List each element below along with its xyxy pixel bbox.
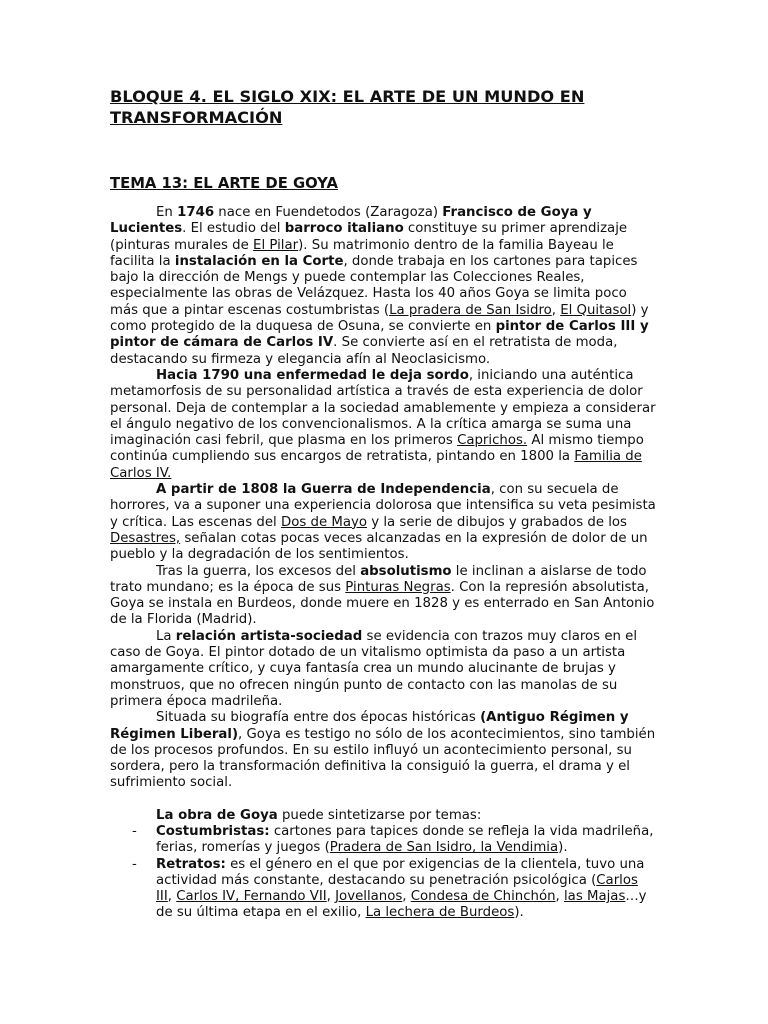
artwork-reference: Caprichos.: [457, 433, 528, 449]
text: En: [156, 205, 178, 220]
bold-text: 1746: [177, 205, 215, 220]
artwork-reference: El Pilar: [253, 237, 299, 253]
artwork-reference: Condesa de Chinchón: [410, 889, 556, 905]
block-title: BLOQUE 4. EL SIGLO XIX: EL ARTE DE UN MUNDO EN TRANSFORMACIÓN: [110, 87, 585, 127]
artwork-reference: Desastres,: [110, 530, 181, 546]
text: , donde trabaja en los cartones para tapices bajo la dirección de Mengs y puede contemplar las Colecciones Reales, especialmente las obras de Velázquez. Hasta los 40 años Goya se limita poco más que a pintar escenas costumbristas (: [110, 253, 638, 318]
text: y la serie de dibujos y grabados de los: [367, 514, 627, 530]
artwork-reference: Pinturas Negras: [345, 579, 451, 595]
text: ,: [551, 302, 561, 318]
text: La: [156, 628, 176, 644]
artwork-reference: las Majas: [563, 889, 626, 905]
artwork-reference: La pradera de San Isidro: [389, 302, 552, 318]
paragraph-works-intro: [110, 808, 658, 824]
text: ,: [326, 889, 336, 905]
text: . El estudio del: [182, 221, 285, 237]
text: puede sintetizarse por temas:: [277, 807, 482, 823]
list-dash: -: [132, 823, 137, 839]
paragraph-historical-context: [110, 710, 658, 791]
document-body: [110, 205, 658, 922]
text: ). Su matrimonio dentro de la familia Bayeau le facilita la: [110, 237, 614, 269]
text: ).: [514, 905, 524, 921]
artwork-reference: Familia de Carlos IV.: [110, 449, 642, 481]
text: nace en Fuendetodos (Zaragoza): [214, 205, 443, 220]
text: cartones para tapices donde se refleja la vida madrileña, ferias, romerías y juegos (: [156, 823, 654, 856]
bold-text: A partir de 1808 la Guerra de Independencia: [156, 482, 491, 498]
bold-text: La obra de Goya: [156, 807, 278, 823]
tema-title: TEMA 13: EL ARTE DE GOYA: [110, 175, 338, 192]
list-item-retratos: [110, 857, 658, 922]
text: le inclinan a aislarse de todo trato mundano; es la época de sus: [110, 563, 647, 595]
list-item-costumbristas: [110, 824, 658, 857]
artwork-reference: Dos de Mayo: [280, 514, 367, 530]
bold-text: instalación en la Corte: [174, 253, 344, 269]
paragraph-war: [110, 482, 658, 563]
text: señalan cotas pocas veces alcanzadas en la expresión de dolor de un pueblo y la degradación de los sentimientos.: [110, 530, 648, 563]
text: Situada su biografía entre dos épocas históricas: [156, 710, 481, 726]
text: , Goya es testigo no sólo de los acontecimientos, sino también de los procesos profundos. En su estilo influyó un acontecimiento personal, su sordera, pero la transformación definitiva la consiguió la guerra, el drama y el sufrimiento social.: [110, 726, 656, 791]
bold-text: Costumbristas:: [156, 823, 270, 839]
bold-text: (Antiguo Régimen y Régimen Liberal): [110, 710, 629, 742]
bold-text: relación artista-sociedad: [175, 628, 363, 644]
text: , con su secuela de horrores, va a suponer una experiencia dolorosa que intensifica su veta pesimista y crítica. Las escenas del: [110, 482, 656, 530]
paragraph-absolutism: [110, 564, 658, 629]
text: ,: [167, 889, 177, 905]
themes-list: [110, 824, 658, 922]
text: ,: [402, 889, 411, 905]
artwork-reference: Jovellanos: [335, 889, 403, 905]
artwork-reference: Carlos III: [156, 872, 638, 905]
text: ,: [555, 889, 564, 905]
bold-text: absolutismo: [360, 563, 452, 579]
bold-text: Hacia 1790 una enfermedad le deja sordo: [156, 367, 469, 383]
paragraph-birth: [110, 205, 658, 368]
bold-text: pintor de Carlos III y pintor de cámara de Carlos IV: [110, 319, 649, 351]
artwork-reference: Carlos IV, Fernando VII: [176, 889, 327, 905]
paragraph-illness: [110, 368, 658, 482]
text: , iniciando una auténtica metamorfosis de su personalidad artística a través de esta experiencia de dolor personal. Deja de contemplar a la sociedad amablemente y empieza a considerar el ángulo negativo de los convencionalismos. A la crítica amarga se suma una imaginación casi febril, que plasma en los primeros: [110, 367, 656, 449]
text: constituye su primer aprendizaje (pinturas murales de: [110, 221, 628, 253]
list-dash: -: [132, 856, 137, 872]
bold-text: Francisco de Goya y Lucientes: [110, 205, 592, 237]
text: ).: [558, 840, 568, 856]
text: . Con la represión absolutista, Goya se instala en Burdeos, donde muere en 1828 y es enterrado en San Antonio de la Florida (Madrid).: [110, 579, 655, 628]
text: es el género en el que por exigencias de la clientela, tuvo una actividad más constante, destacando su penetración psicológica (: [156, 856, 645, 888]
text: se evidencia con trazos muy claros en el caso de Goya. El pintor dotado de un vitalismo optimista da paso a un artista amargamente crítico, y cuya fantasía crea un mundo alucinante de brujas y monstruos, que no ofrecen ningún punto de contacto con las manolas de su primera época madrileña.: [110, 628, 638, 709]
bold-text: Retratos:: [156, 856, 226, 872]
paragraph-artist-society: [110, 629, 658, 710]
text: Al mismo tiempo continúa cumpliendo sus encargos de retratista, pintando en 1800 la: [110, 433, 644, 465]
text: …y de su última etapa en el exilio,: [156, 889, 647, 921]
text: . Se convierte así en el retratista de moda, destacando su firmeza y elegancia afín al Neoclasicismo.: [110, 335, 618, 367]
artwork-reference: El Quitasol: [560, 302, 632, 318]
text: ) y como protegido de la duquesa de Osuna, se convierte en: [110, 302, 649, 335]
artwork-reference: La lechera de Burdeos: [365, 905, 515, 921]
artwork-reference: Pradera de San Isidro, la Vendimia: [329, 840, 559, 856]
bold-text: barroco italiano: [284, 221, 404, 237]
text: Tras la guerra, los excesos del: [156, 563, 361, 579]
